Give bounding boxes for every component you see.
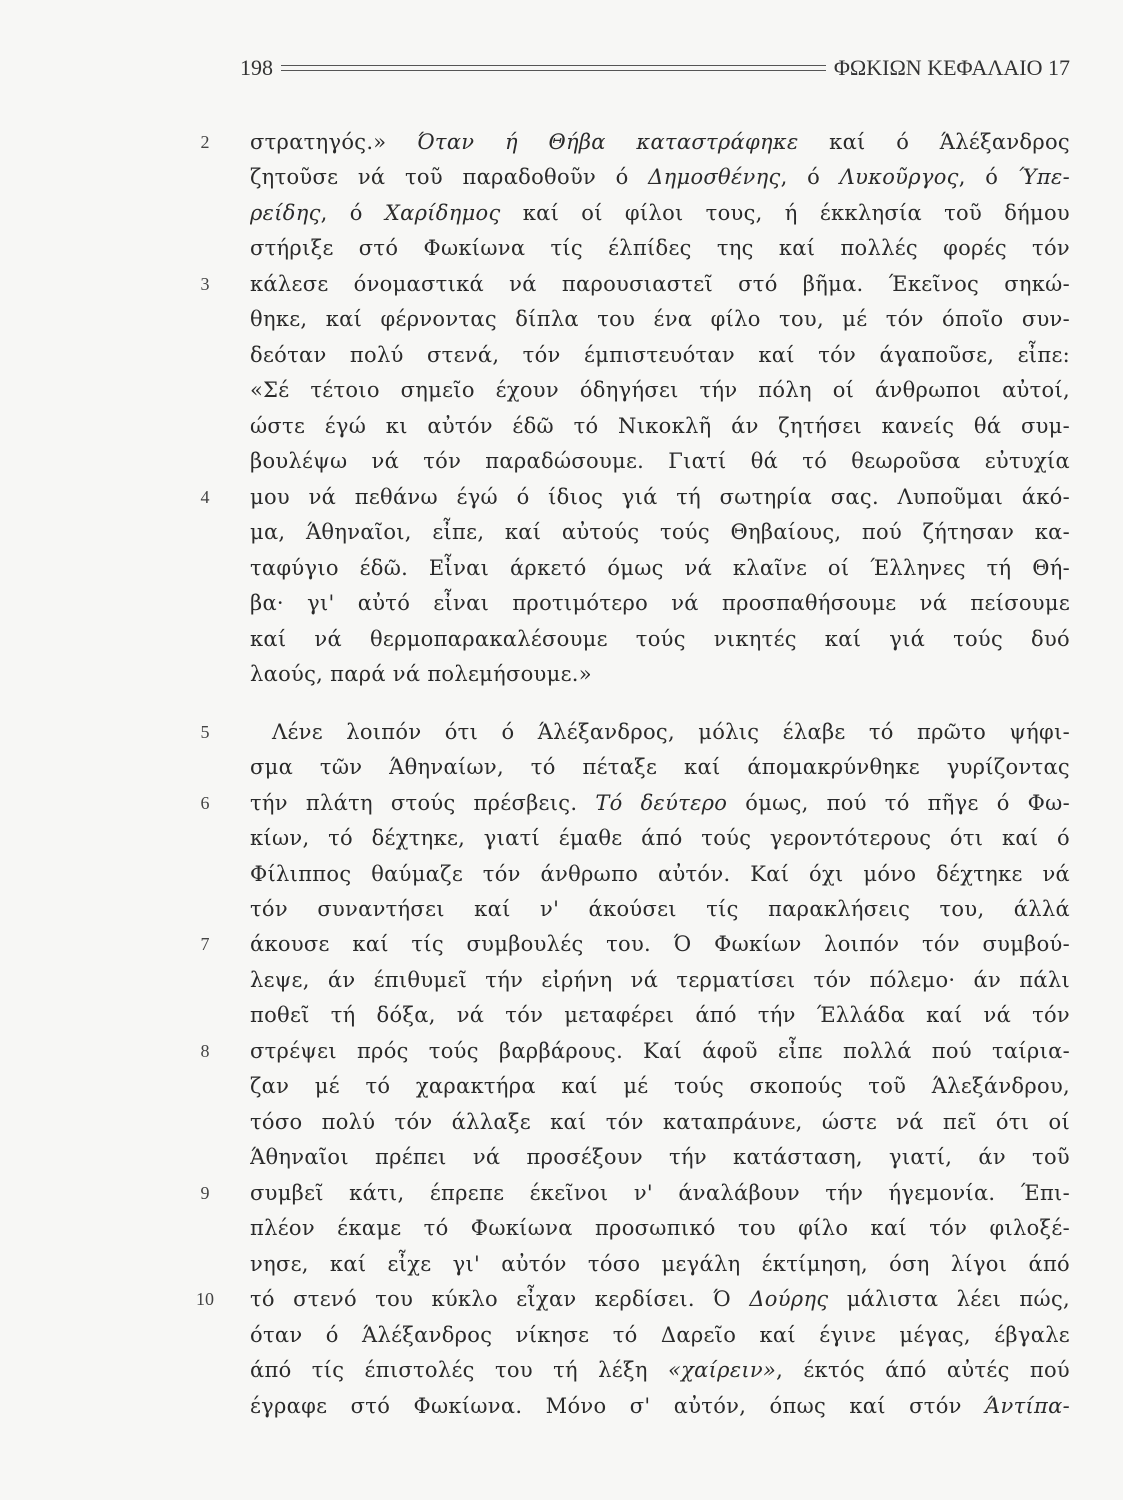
margin-number: 6	[200, 793, 210, 813]
text-segment: συμβεῖ κάτι, έπρεπε έκεῖνοι ν' άναλάβουν τήν ήγεμονία. Έπι-	[250, 1181, 1070, 1205]
text-segment: Χαρίδημος	[384, 201, 501, 225]
text-segment: καί νά θερμοπαρακαλέσουμε τούς νικητές καί γιά τούς δυό	[250, 627, 1070, 651]
text-line	[250, 584, 1070, 622]
text-line	[250, 819, 1070, 857]
text-line	[250, 655, 1070, 693]
text-line	[250, 713, 1070, 751]
text-segment: σμα τῶν Άθηναίων, τό πέταξε καί άπομακρύνθηκε γυρίζοντας	[250, 755, 1070, 779]
text-line	[250, 620, 1070, 658]
text-segment: Λένε λοιπόν ότι ό Άλέξανδρος, μόλις έλαβε τό πρῶτο ψήφι-	[272, 720, 1070, 744]
text-line	[250, 1067, 1070, 1105]
text-line	[250, 371, 1070, 409]
text-segment: ώστε έγώ κι αὐτόν έδῶ τό Νικοκλῆ άν ζητήσει κανείς θά συμ-	[250, 414, 1070, 438]
text-line	[250, 442, 1070, 480]
text-segment: στρατηγός.»	[250, 130, 418, 154]
text-segment: τόσο πολύ τόν άλλαξε καί τόν καταπράυνε, ώστε νά πεῖ ότι οί	[250, 1110, 1070, 1134]
text-segment: όταν ό Άλέξανδρος νίκησε τό Δαρεῖο καί έγινε μέγας, έβγαλε	[250, 1323, 1070, 1347]
text-line	[250, 265, 1070, 303]
text-line	[250, 123, 1070, 161]
margin-number: 3	[200, 274, 210, 294]
text-segment: πλέον έκαμε τό Φωκίωνα προσωπικό του φίλο καί τόν φιλοξέ-	[250, 1216, 1070, 1240]
margin-number: 5	[200, 722, 210, 742]
text-segment: κίων, τό δέχτηκε, γιατί έμαθε άπό τούς γεροντότερους ότι καί ό	[250, 826, 1070, 850]
text-line	[250, 961, 1070, 999]
text-segment: κάλεσε όνομαστικά νά παρουσιαστεῖ στό βῆμα. Έκεῖνος σηκώ-	[250, 272, 1070, 296]
header-rule	[281, 65, 826, 71]
text-segment: στρέψει πρός τούς βαρβάρους. Καί άφοῦ εἶπε πολλά πού ταίρια-	[250, 1039, 1070, 1063]
page-number: 198	[240, 55, 273, 80]
text-segment: ζαν μέ τό χαρακτήρα καί μέ τούς σκοπούς τοῦ Άλεξάνδρου,	[250, 1074, 1070, 1098]
text-line	[250, 1103, 1070, 1141]
text-line	[250, 1245, 1070, 1283]
text-segment: , ό	[780, 165, 840, 189]
text-line	[250, 229, 1070, 267]
text-segment: καί οί φίλοι τους, ή έκκλησία τοῦ δήμου	[500, 201, 1070, 225]
text-line	[250, 513, 1070, 551]
text-segment: έγραφε στό Φωκίωνα. Μόνο σ' αὐτόν, όπως καί στόν	[250, 1394, 986, 1418]
text-line	[250, 549, 1070, 587]
text-segment: καί ό Άλέξανδρος	[798, 130, 1070, 154]
margin-number: 2	[200, 132, 210, 152]
text-segment: στήριξε στό Φωκίωνα τίς έλπίδες της καί πολλές φορές τόν	[250, 236, 1070, 260]
text-segment: όμως, πού τό πῆγε ό Φω-	[727, 791, 1070, 815]
text-segment: βουλέψω νά τόν παραδώσουμε. Γιατί θά τό θεωροῦσα εὐτυχία	[250, 449, 1070, 473]
text-segment: Λυκοῦργος	[839, 165, 959, 189]
text-segment: λεψε, άν έπιθυμεῖ τήν εἰρήνη νά τερματίσει τόν πόλεμο· άν πάλι	[250, 968, 1070, 992]
text-line	[250, 158, 1070, 196]
text-segment: Δημοσθένης	[648, 165, 781, 189]
text-segment: θηκε, καί φέρνοντας δίπλα του ένα φίλο του, μέ τόν όποῖο συν-	[250, 307, 1070, 331]
text-segment: άπό τίς έπιστολές του τή λέξη	[250, 1358, 668, 1382]
text-segment: Άθηναῖοι πρέπει νά προσέξουν τήν κατάσταση, γιατί, άν τοῦ	[250, 1145, 1070, 1169]
text-line	[250, 1209, 1070, 1247]
text-line	[250, 407, 1070, 445]
text-line	[250, 1351, 1070, 1389]
text-segment: , ό	[958, 165, 1018, 189]
text-line	[250, 1316, 1070, 1354]
text-segment: , ό	[320, 201, 385, 225]
margin-number: 8	[200, 1041, 210, 1061]
text-line	[250, 890, 1070, 928]
text-segment: ταφύγιο έδῶ. Εἶναι άρκετό όμως νά κλαῖνε οί Έλληνες τή Θή-	[250, 556, 1070, 580]
text-line	[250, 784, 1070, 822]
text-segment: τόν συναντήσει καί ν' άκούσει τίς παρακλήσεις του, άλλά	[250, 897, 1070, 921]
text-segment: ρείδης	[250, 201, 321, 225]
text-line	[250, 300, 1070, 338]
text-line	[250, 194, 1070, 232]
text-line	[250, 336, 1070, 374]
margin-number: 4	[200, 487, 210, 507]
text-segment: βα· γι' αὐτό εἶναι προτιμότερο νά προσπαθήσουμε νά πείσουμε	[250, 591, 1070, 615]
text-segment: Άντίπα-	[985, 1394, 1070, 1418]
text-line	[250, 1032, 1070, 1070]
text-segment: ζητοῦσε νά τοῦ παραδοθοῦν ό	[250, 165, 649, 189]
text-segment: άκουσε καί τίς συμβουλές του. Ό Φωκίων λοιπόν τόν συμβού-	[250, 932, 1070, 956]
text-segment: Όταν ή Θήβα καταστράφηκε	[417, 130, 799, 154]
text-segment: Τό δεύτερο	[595, 791, 728, 815]
text-segment: , έκτός άπό αὐτές πού	[776, 1358, 1070, 1382]
text-segment: Ύπε-	[1017, 165, 1070, 189]
text-segment: δεόταν πολύ στενά, τόν έμπιστευόταν καί τόν άγαποῦσε, εἶπε:	[250, 343, 1070, 367]
text-line	[250, 1387, 1070, 1425]
text-line	[250, 748, 1070, 786]
margin-number: 7	[200, 934, 210, 954]
text-segment: νησε, καί εἶχε γι' αὐτόν τόσο μεγάλη έκτίμηση, όση λίγοι άπό	[250, 1252, 1070, 1276]
text-segment: ποθεῖ τή δόξα, νά τόν μεταφέρει άπό τήν Έλλάδα καί νά τόν	[250, 1003, 1070, 1027]
text-segment: «χαίρειν»	[667, 1358, 777, 1382]
margin-number: 10	[196, 1289, 214, 1309]
text-segment: μα, Άθηναῖοι, εἶπε, καί αὐτούς τούς Θηβαίους, πού ζήτησαν κα-	[250, 520, 1070, 544]
text-segment: Δούρης	[749, 1287, 829, 1311]
text-segment: μάλιστα λέει πώς,	[828, 1287, 1070, 1311]
text-segment: τό στενό του κύκλο εἶχαν κερδίσει. Ό	[250, 1287, 750, 1311]
running-title: ΦΩΚΙΩΝ ΚΕΦΑΛΑΙΟ 17	[833, 55, 1070, 80]
running-header	[240, 50, 1070, 86]
text-segment: μου νά πεθάνω έγώ ό ίδιος γιά τή σωτηρία σας. Λυποῦμαι άκό-	[250, 485, 1070, 509]
text-line	[250, 478, 1070, 516]
text-line	[250, 855, 1070, 893]
text-line	[250, 1138, 1070, 1176]
text-line	[250, 925, 1070, 963]
text-segment: λαούς, παρά νά πολεμήσουμε.»	[250, 662, 592, 686]
margin-number: 9	[200, 1183, 210, 1203]
text-segment: τήν πλάτη στούς πρέσβεις.	[250, 791, 596, 815]
text-line	[250, 996, 1070, 1034]
text-segment: Φίλιππος θαύμαζε τόν άνθρωπο αὐτόν. Καί όχι μόνο δέχτηκε νά	[250, 862, 1070, 886]
text-segment: «Σέ τέτοιο σημεῖο έχουν όδηγήσει τήν πόλη οί άνθρωποι αὐτοί,	[250, 378, 1070, 402]
text-line	[250, 1280, 1070, 1318]
text-line	[250, 1174, 1070, 1212]
